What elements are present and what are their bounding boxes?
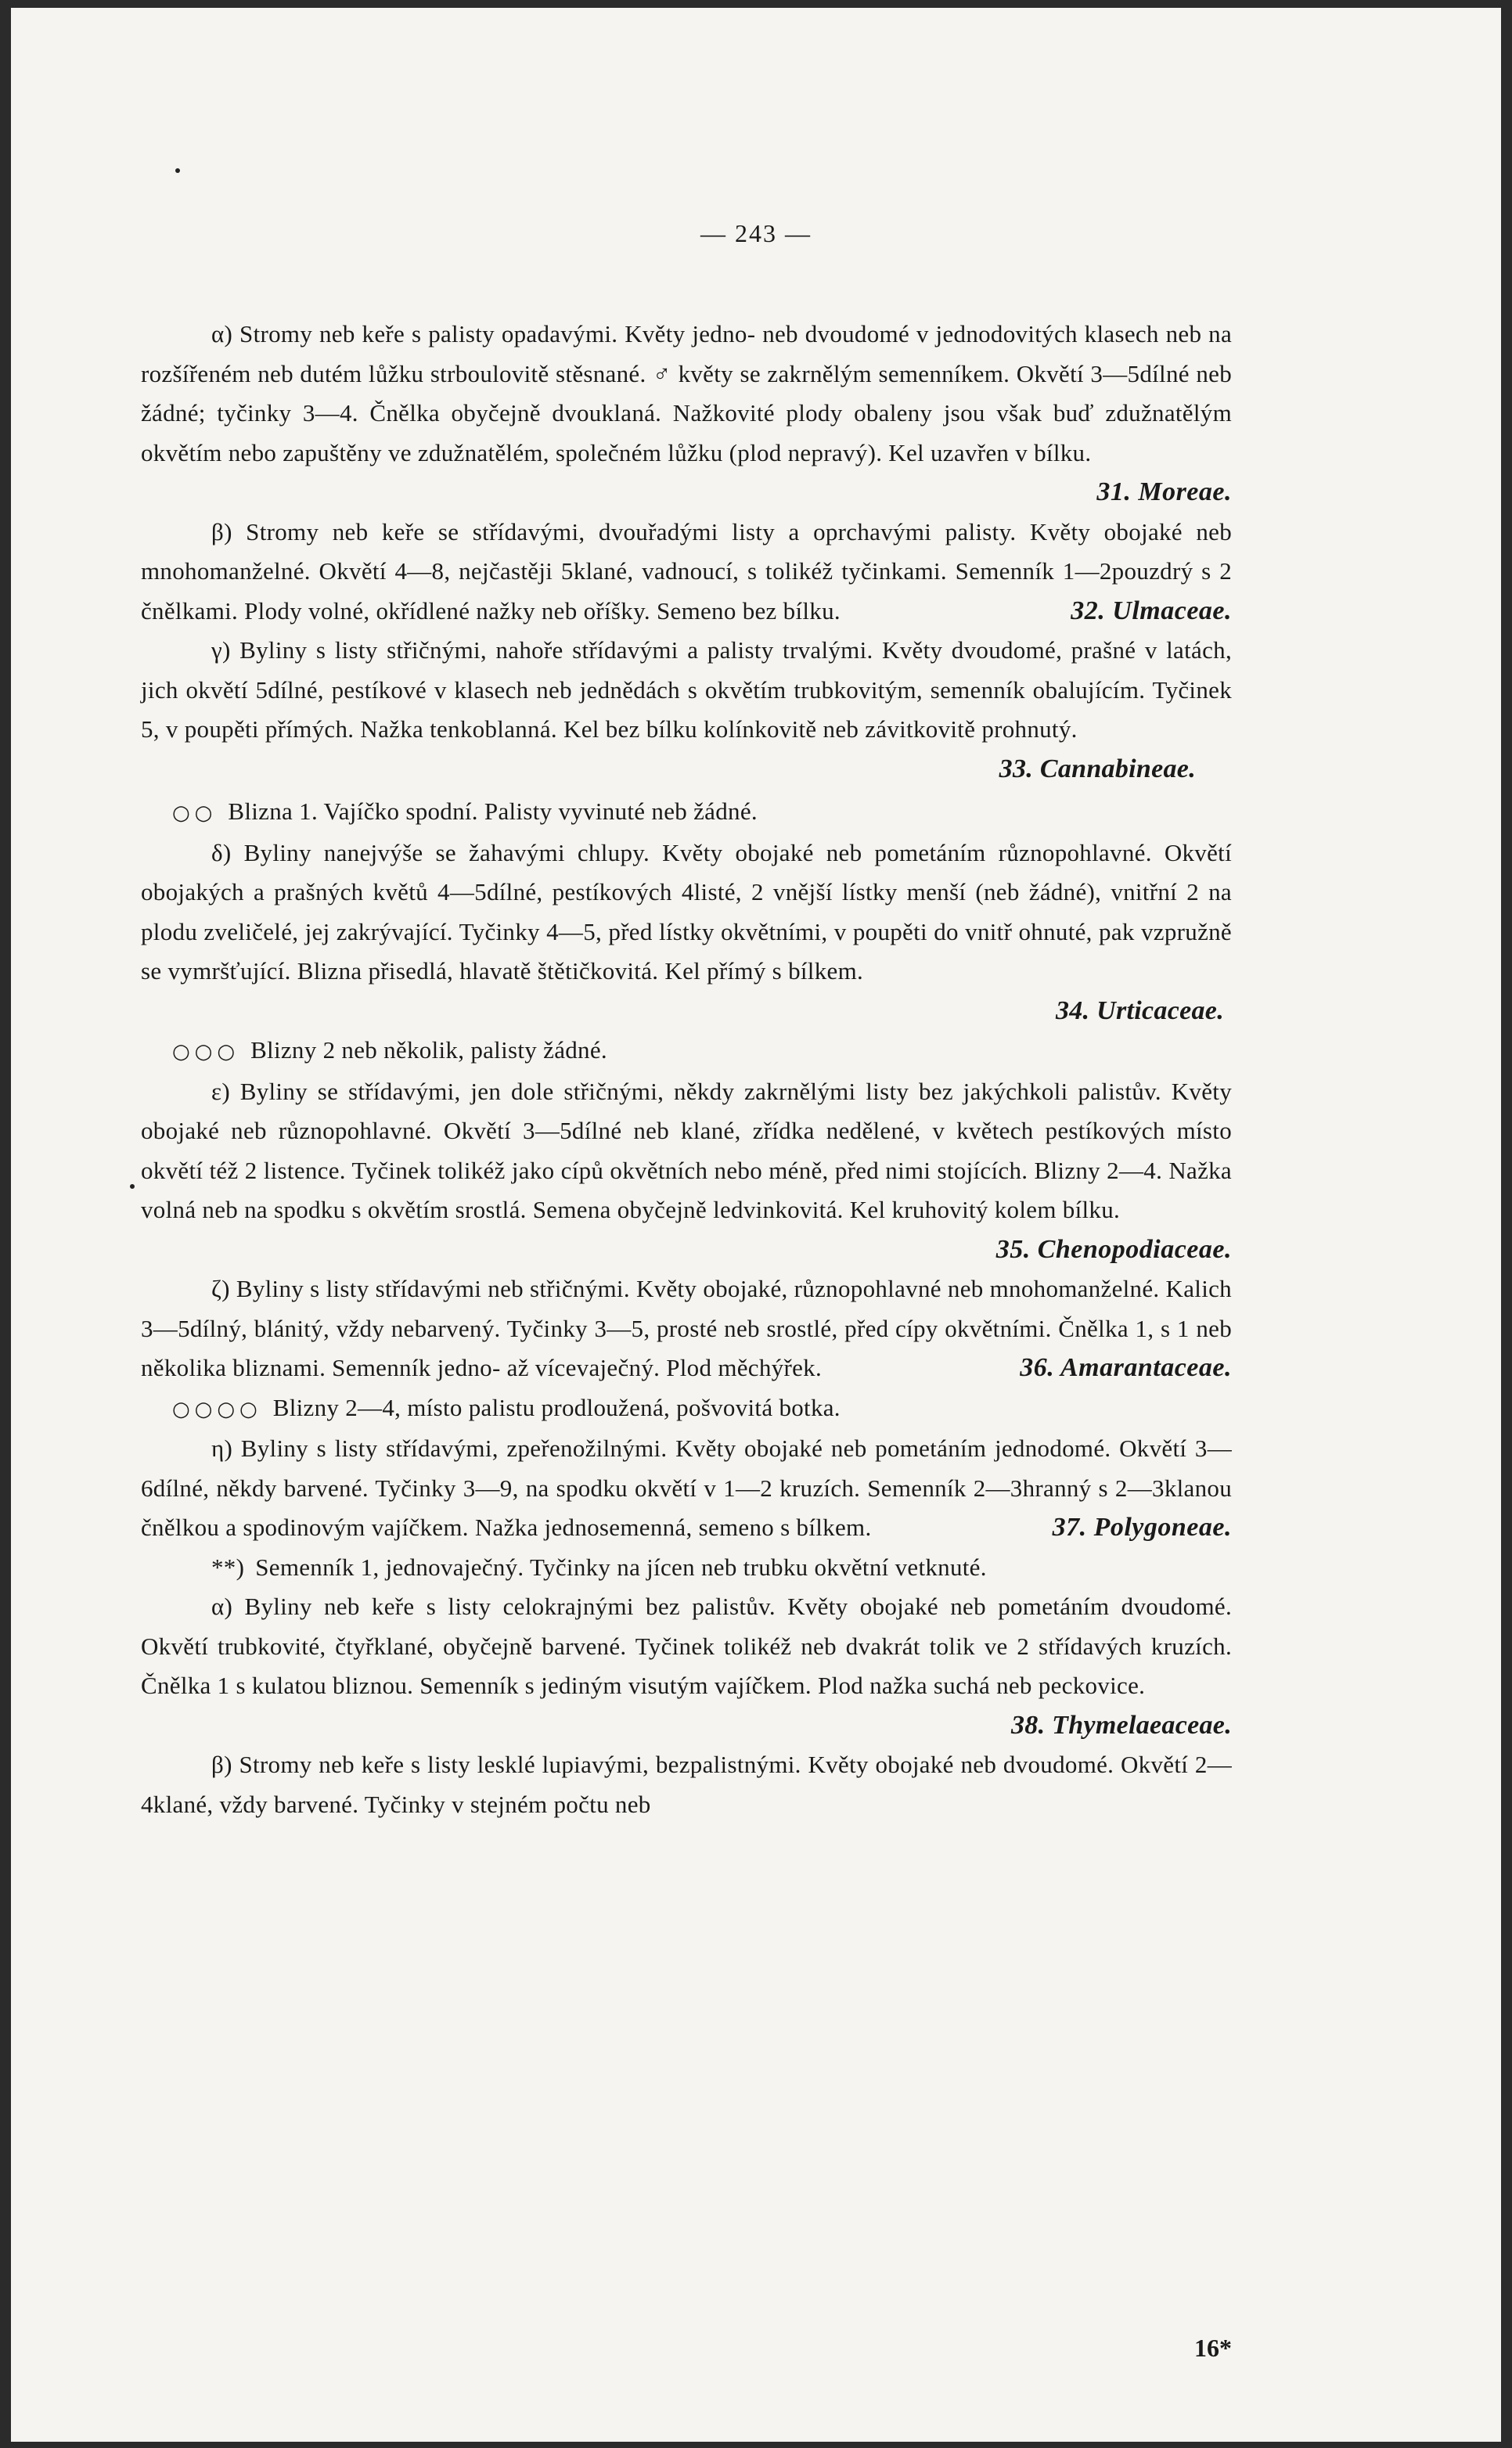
paragraph-text: ζ) Byliny s listy střídavými neb střičnými. Květy obojaké, různopohlavné neb mnohomanželné. Kalich 3—5dílný, blánitý, vždy nebarvený. Tyčinky 3—5, prosté neb srostlé, před cípy okvětními. Čnělka 1, s 1 neb několika bliznami. Semenník jedno- až vícevaječný. Plod měchýřek. — [141, 1275, 1232, 1381]
signature-mark: 16* — [1194, 2334, 1232, 2362]
document-page — [11, 8, 1501, 2442]
entry-thymelaeaceae — [141, 1587, 1232, 1745]
paragraph-text: η) Byliny s listy střídavými, zpeřenožilnými. Květy obojaké neb pometáním jednodomé. Okvětí 3—6dílné, někdy barvené. Tyčinky 3—9, na spodku okvětí v 1—2 kruzích. Semenník 2—3hranný s 2—3klanou čnělkou a spodinovým vajíčkem. Nažka jednosemenná, semeno s bílkem. — [141, 1435, 1232, 1541]
paragraph-text: β) Stromy neb keře se střídavými, dvouřadými listy a oprchavými palisty. Květy obojaké neb mnohomanželné. Okvětí 4—8, nejčastěji 5klané, vadnoucí, s tolikéž tyčinkami. Semenník 1—2pouzdrý s 2 čnělkami. Plody volné, okřídlené nažky neb oříšky. Semeno bez bílku. — [141, 517, 1232, 625]
paragraph — [141, 1429, 1232, 1548]
paragraph — [141, 833, 1232, 992]
division-text: Blizna 1. Vajíčko spodní. Palisty vyvinuté neb žádné. — [228, 797, 758, 825]
page-number: — 243 — — [700, 219, 812, 247]
entry-amarantaceae — [141, 1269, 1232, 1388]
circle-marker: ○○○ — [172, 1040, 240, 1064]
body-text — [141, 315, 1232, 1824]
entry-moreae — [141, 315, 1232, 513]
paragraph-text: ε) Byliny se střídavými, jen dole střičnými, někdy zakrnělými listy bez jakýchkoli palistův. Květy obojaké neb různopohlavné. Okvětí 3—5dílné neb klané, zřídka nedělené, v květech pestíkových místo okvětí též 2 listence. Tyčinek tolikéž jako cípů okvětních nebo méně, před nimi stojících. Blizny 2—4. Nažka volná neb na spodku s okvětím srostlá. Semena obyčejně ledvinkovitá. Kel kruhovitý kolem bílku. — [141, 1077, 1232, 1223]
circle-marker: ○○○○ — [172, 1397, 262, 1421]
division-text: Blizny 2 neb několik, palisty žádné. — [250, 1036, 607, 1064]
family-name: 37. Polygoneae. — [1052, 1513, 1232, 1542]
speck — [175, 168, 180, 173]
paragraph-text: δ) Byliny nanejvýše se žahavými chlupy. Květy obojaké neb pometáním různopohlavné. Okvětí obojakých a prašných květů 4—5dílné, pestíkových 4listé, 2 vnější lístky menší (neb žádné), vnitřní 2 na plodu zveličelé, jej zakrývající. Tyčinky 4—5, před lístky okvětními, v poupěti do vnitř ohnuté, pak vzpružně se vymršťující. Blizna přisedlá, hlavatě štětičkovitá. Kel přímý s bílkem. — [141, 838, 1232, 985]
division-text: Blizny 2—4, místo palistu prodloužená, pošvovitá botka. — [272, 1393, 841, 1421]
family-name: 33. Cannabineae. — [999, 754, 1196, 783]
entry-cannabineae — [141, 631, 1232, 789]
paragraph-text: α) Byliny neb keře s listy celokrajnými bez palistův. Květy obojaké neb pometáním dvoudomé. Okvětí trubkovité, čtyřklané, obyčejně barvené. Tyčinek tolikéž neb dvakrát tolik ve 2 střídavých kruzích. Čnělka 1 s kulatou bliznou. Semenník s jediným visutým vajíčkem. Plod nažka suchá neb peckovice. — [141, 1593, 1232, 1699]
paragraph — [141, 631, 1232, 750]
family-name: 34. Urticaceae. — [1055, 995, 1224, 1025]
division-heading — [141, 1031, 1232, 1072]
family-name: 38. Thymelaeaceae. — [1010, 1710, 1232, 1740]
entry-polygoneae — [141, 1429, 1232, 1548]
speck — [130, 1184, 135, 1189]
entry-chenopodiaceae — [141, 1072, 1232, 1270]
family-name: 36. Amarantaceae. — [1020, 1353, 1232, 1382]
division-text: Semenník 1, jednovaječný. Tyčinky na jícen neb trubku okvětní vetknuté. — [255, 1553, 987, 1581]
paragraph — [141, 1072, 1232, 1264]
paragraph — [141, 315, 1232, 506]
division-heading — [141, 1388, 1232, 1430]
paragraph — [141, 1269, 1232, 1388]
entry-ulmaceae — [141, 513, 1232, 632]
family-name: 32. Ulmaceae. — [1071, 596, 1232, 625]
asterisk-marker: **) — [211, 1553, 245, 1581]
circle-marker: ○○ — [172, 801, 218, 825]
paragraph — [141, 1587, 1232, 1706]
paragraph-text: γ) Byliny s listy střičnými, nahoře střídavými a palisty trvalými. Květy dvoudomé, prašné v latách, jich okvětí 5dílné, pestíkové v klasech neb jednědách s okvětím trubkovitým, semenník obalujícím. Tyčinek 5, v poupěti přímých. Nažka tenkoblanná. Kel bez bílku kolínkovitě neb závitkovitě prohnutý. — [141, 636, 1232, 743]
paragraph-text: α) Stromy neb keře s palisty opadavými. Květy jedno- neb dvoudomé v jednodovitých klasech neb na rozšířeném neb dutém lůžku strboulovitě stěsnané. ♂ květy se zakrnělým semenníkem. Okvětí 3—5dílné neb žádné; tyčinky 3—4. Čnělka obyčejně dvouklaná. Nažkovité plody obaleny jsou však buď zdužnatělým okvětím nebo zapuštěny ve zdužnatělém, společném lůžku (plod nepravý). Kel uzavřen v bílku. — [141, 320, 1232, 466]
paragraph — [141, 1745, 1232, 1824]
division-heading — [141, 1548, 1232, 1588]
entry-urticaceae — [141, 833, 1232, 1031]
division-heading — [141, 792, 1232, 833]
family-name: 31. Moreae. — [1096, 477, 1232, 506]
family-name: 35. Chenopodiaceae. — [995, 1234, 1232, 1264]
paragraph-text: β) Stromy neb keře s listy lesklé lupiavými, bezpalistnými. Květy obojaké neb dvoudomé. Okvětí 2—4klané, vždy barvené. Tyčinky v stejném počtu neb — [141, 1751, 1232, 1818]
paragraph — [141, 513, 1232, 632]
